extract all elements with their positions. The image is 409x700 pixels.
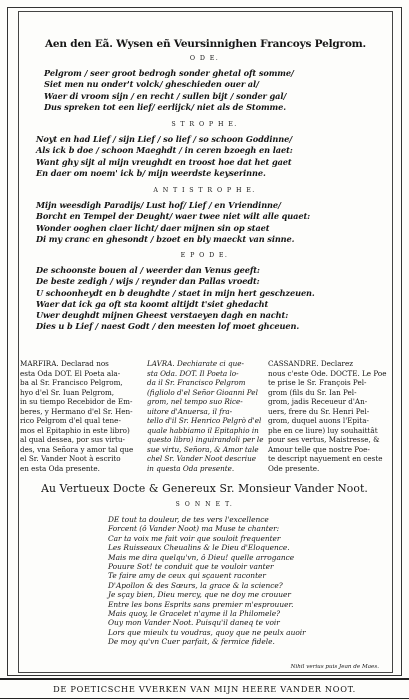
sonnet-label: S O N N E T. <box>175 501 234 508</box>
commentary-line: grom, jadis Receueur d'An- <box>268 397 368 406</box>
commentary-line: en esta Oda presente. <box>20 463 100 473</box>
commentary-columns <box>20 359 392 474</box>
commentary-line: grom, nel tempo suo Rice- <box>147 397 243 406</box>
sonnet-line: Entre les bons Esprits sans premier m'esprouuer. <box>108 599 294 609</box>
commentary-line: sta Oda. DOT. Il Poeta lo- <box>147 368 239 378</box>
commentary-line: nous c'este Ode. DOCTE. Le Poe <box>268 368 387 378</box>
commentary-line: in questa Oda presente. <box>147 463 235 473</box>
verse-line: De schoonste bouen al / weerder dan Venus geeft: <box>36 265 260 275</box>
sonnet-verse <box>108 515 306 647</box>
verse-line: En daer om noem' ick b/ mijn weerdste keyserinne. <box>36 167 266 178</box>
verse-line: Dus spreken tot een lief/ eerlijck/ niet als de Stomme. <box>44 101 286 112</box>
sonnet-line: Mais me dira quelqu'vn, ô Dieu! quelle arrogance <box>108 552 295 562</box>
commentary-line: da il Sr. Francisco Pelgrom <box>147 378 246 387</box>
running-footer: DE POETICSCHE VVERKEN VAN MIJN HEERE VANDER NOOT. <box>0 678 409 699</box>
verse-line: Waer dat ick ga oft sta koomt altijdt t'siet ghedacht <box>36 298 269 309</box>
ode-label: O D E. <box>189 55 220 62</box>
verse-line: U schoonheydt en b deughdte / staet in mijn hert geschzeuen. <box>36 287 315 298</box>
verse-line: Als ick b doe / schoon Maeghdt / in ceren bzoegh en laet: <box>36 145 293 156</box>
commentary-line: esta Oda DOT. El Poeta ala- <box>20 368 121 378</box>
commentary-line: rico Pelgrom d'el qual tene- <box>20 416 121 425</box>
commentary-spanish <box>20 359 133 473</box>
sonnet-line: Te faire amy de ceux qui sçauent raconter <box>108 571 266 581</box>
verse-line: Want ghy sijt al mijn vreughdt en troost hoe dat het gaet <box>36 156 292 167</box>
sonnet-line: Pouure Sot! te conduit que te vouloir vanter <box>108 562 274 572</box>
ode-title: Aen den Eã. Wysen eñ Veursinnighen Francoys Pelgrom. <box>44 38 367 50</box>
commentary-line: el Sr. Vander Noot à escrito <box>20 454 121 463</box>
sonnet-line: Les Ruisseaux Cheualins & le Dieu d'Eloquence. <box>108 543 290 553</box>
sonnet-line: Car ta voix me fait voir que souloit frequenter <box>108 533 281 543</box>
commentary-line: Amour telle que nostre Poe- <box>268 444 370 454</box>
commentary-line: Ode presente. <box>268 463 320 473</box>
commentary-line: MARFIRA. Declarad nos <box>20 359 109 368</box>
epode-label: E P O D E. <box>180 252 229 259</box>
verse-line: De beste zedigh / wijs / reynder dan Pallas vroedt: <box>36 276 260 287</box>
verse-line: Siet men nu onder't volck/ gheschieden ouer al/ <box>44 79 259 90</box>
sonnet-attribution: Nihil verius puis Jean de Maes. <box>290 664 379 670</box>
commentary-line: al qual dessea, por sus virtu- <box>20 435 125 444</box>
commentary-line: LAVRA. Dechiarate ci que- <box>147 359 244 368</box>
commentary-line: grom, duquel auons l'Epita- <box>268 416 369 425</box>
commentary-line: CASSANDRE. Declarez <box>268 359 353 368</box>
commentary-line: (figliolo d'el Señor Gioanni Pel <box>147 387 258 397</box>
verse-line: Borcht en Tempel der Deught/ waer twee niet wilt alle quaet: <box>36 211 311 222</box>
sonnet-line: De moy qu'vn Cuer parfait, & fermice fidele. <box>108 637 275 647</box>
sonnet-line: Je sçay bien, Dieu mercy, que ne doy me crouuer <box>108 590 291 600</box>
commentary-line: sue virtu, Señora, & Amor tale <box>147 444 259 454</box>
commentary-line: des, vna Señora y amor tal que <box>20 444 134 454</box>
epode-verse <box>36 265 381 333</box>
strophe-verse <box>36 134 381 179</box>
commentary-line: pour ses vertus, Maistresse, & <box>268 435 380 444</box>
commentary-line: uers, frere du Sr. Henri Pel- <box>268 406 370 416</box>
sonnet-line: Ouy mon Vander Noot. Puisqu'il daneq te voir <box>108 618 280 628</box>
commentary-line: uitore d'Anuersa, il fra- <box>147 406 233 416</box>
commentary-line: quale habbiamo il Epitaphio in <box>147 425 259 435</box>
verse-line: Di my cranc en ghesondt / bzoet en bly maeckt van sinne. <box>36 233 295 244</box>
sonnet-line: Lors que mieulx tu voudras, quoy que ne peulx auoir <box>108 627 306 637</box>
strophe-label: S T R O P H E. <box>171 121 238 128</box>
verse-line: Noyt en had Lief / sijn Lief / so lief / so schoon Goddinne/ <box>36 134 293 144</box>
commentary-line: hyo d'el Sr. Iuan Pelgrom, <box>20 387 115 397</box>
commentary-italian <box>147 359 263 473</box>
sonnet-line: Forcent (ô Vander Noot) ma Muse te chanter: <box>108 524 280 534</box>
verse-line: Wonder ooghen claer licht/ daer mijnen sin op staet <box>36 222 270 233</box>
antistrophe-label: A N T I S T R O P H E. <box>153 187 256 194</box>
sonnet-line: Mais quoy, le Gracelet n'ayme il la Philomele? <box>108 609 281 619</box>
commentary-line: beres, y Hermano d'el Sr. Hen- <box>20 406 133 416</box>
sonnet-line: D'Apollon & des Sœurs, la grace & la science? <box>108 580 283 590</box>
commentary-line: questo libro) inguirandoli per le <box>147 435 264 444</box>
commentary-line: tello d'il Sr. Henrico Pelgrò d'el <box>147 416 262 425</box>
verse-line: Pelgrom / seer groot bedrogh sonder ghetal oft somme/ <box>44 68 294 78</box>
verse-line: Waer di vroom sijn / en recht / sullen bijt / sonder gal/ <box>44 90 287 101</box>
commentary-line: chel Sr. Vander Noot descriue <box>147 454 256 463</box>
verse-line: Uwer deughdt mijnen Gheest verstaeyen dagh en nacht: <box>36 310 289 321</box>
sonnet-dedication-heading: Au Vertueux Docte & Genereux Sr. Monsieur Vander Noot. <box>41 482 368 495</box>
sonnet-line: DE tout ta douleur, de tes vers l'excellence <box>108 515 269 524</box>
commentary-line: te descript nayuement en ceste <box>268 454 383 463</box>
ode-verse <box>44 68 389 113</box>
commentary-line: grom (fils du Sr. Ian Pel- <box>268 387 357 397</box>
commentary-line: in su tiempo Recebidor de Em- <box>20 397 133 406</box>
commentary-line: phe en ce liure) luy souhaittât <box>268 425 378 435</box>
verse-line: Mijn weesdigh Paradijs/ Lust hof/ Lief / en Vriendinne/ <box>36 200 281 210</box>
antistrophe-verse <box>36 200 381 245</box>
commentary-french <box>268 359 386 473</box>
commentary-line: mos el Epitaphio in este libro) <box>20 425 130 435</box>
verse-line: Dies u b Lief / naest Godt / den meesten lof moet ghceuen. <box>36 321 300 332</box>
commentary-line: ba al Sr. Francisco Pelgrom, <box>20 378 123 387</box>
commentary-line: te prise le Sr. François Pel- <box>268 378 367 387</box>
